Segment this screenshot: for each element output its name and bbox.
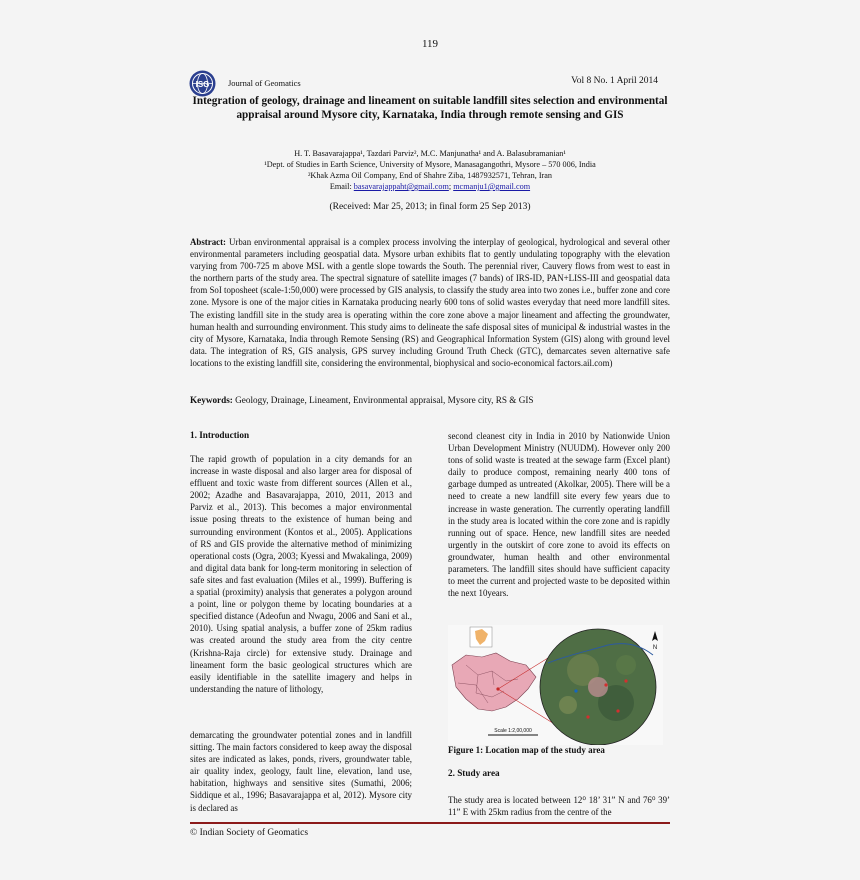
author-block <box>190 148 670 192</box>
keywords-label: Keywords: <box>190 395 236 405</box>
scale-label: Scale 1:2,00,000 <box>494 728 532 734</box>
keywords <box>190 395 670 405</box>
volume-info: Vol 8 No. 1 April 2014 <box>571 76 658 86</box>
abstract-label: Abstract: <box>190 237 229 247</box>
location-map-figure <box>448 625 663 745</box>
intro-column-2: second cleanest city in India in 2010 by Nationwide Union Urban Development Ministry (NUUDM). However only 200 tons of solid waste is treated at the sewage farm (Excel plant) daily to produce compost, remaining nearly 400 tons of garbage dumped as untreated (Akolkar, 2005). There will be a need to create a new landfill site every few years due to increase in waste generation. The currently operating landfill in the study area is located within the core zone and is rapidly running out of space. Hence, new landfill sites are needed urgently in the outskirt of core zone to avoid its effects on groundwater, human health and other environmental parameters. The landfill sites should have sufficient capacity to meet the current and projected waste to be deposited within the next 10years. <box>448 431 670 599</box>
email-link-2[interactable]: mcmanju1@gmail.com <box>453 182 531 191</box>
study-area-paragraph: The study area is located between 12⁰ 18’ 31” N and 76⁰ 39’ 11” E with 25km radius from the centre of the <box>448 795 670 818</box>
paper-title: Integration of geology, drainage and lineament on suitable landfill sites selection and environmental appraisal around Mysore city, Karnataka, India through remote sensing and GIS <box>192 95 668 121</box>
intro-paragraph-1: The rapid growth of population in a city demands for an increase in waste disposal and also larger area for disposal of effluent and toxic waste from different sources (Allen et al., 2002; Azadhe and Basavarajappa, 2010, 2011, 2013 and Parviz et al., 2013). This becomes a major environmental issue posing threats to the existence of human being and surrounding environment (Kontos et al., 2005). Applications of RS and GIS provide the alternative method of minimizing operational costs (Ogra, 2003; Kyessi and Mwakalinga, 2009) and digital data bank for long-term monitoring in selection of safe sites and fast evaluation (Miles et al., 1999). Buffering is a spatial (proximity) analysis that generates a polygon around a point, line or polygon theme by locating boundaries at a specified distance (Adeofun and Nwagu, 2006 and Sani et al., 2010). Using spatial analysis, a buffer zone of 25km radius was created around the study area from the city centre (Krishna-Raja circle) for extensive study. Drainage and lineament form the basic geological structures which are easily identifiable in the satellite imagery and helps in understanding the nature of lithology, <box>190 454 412 694</box>
intro-paragraph-2: demarcating the groundwater potential zones and in landfill sitting. The main factors considered to keep away the disposal sites are indicated as lakes, ponds, rivers, groundwater table, air quality index, geology, fault line, elevation, land use, habitation, highways and sensitive sites (Sumathi, 2006; Siddique et al., 1996; Basavarajappa et al, 2012). Mysore city is declared as <box>190 730 412 813</box>
abstract-text: Urban environmental appraisal is a complex process involving the interplay of geological, hydrological and several other environmental parameters including geospatial data. Mysore urban exhibits flat to gently undulating topography with the elevation varying from 700-725 m above MSL with a gentle slope towards the South. The perennial river, Cauvery flows from west to east in the northern parts of the study area. The spectral signature of satellite images (7 bands) of IRS-ID, PAN+LISS-III and geospatial data from SoI toposheet (scale-1:50,000) were processed by GIS analysis, to classify the study area into two zones i.e., buffer zone and core zone. Mysore is one of the major cities in Karnataka producing nearly 600 tons of solid wastes everyday that need more landfill sites. The existing landfill site in the study area is operating within the core zone above a major lineament and affecting the groundwater, human health and surrounding environment. This study aims to delineate the safe disposal sites of municipal & industrial wastes in the city of Mysore, Karnataka, India through Remote Sensing (RS) and Geographical Information System (GIS) along with ground level data. The integration of RS, GIS analysis, GPS survey including Ground Truth Check (GTC), demarcates seven alternative safe locations to the existing landfill site, considering the environmental, biophysical and socio-economical factors.ail.com) <box>190 237 670 368</box>
email-line <box>190 181 670 192</box>
abstract <box>190 236 670 369</box>
section-heading-introduction: 1. Introduction <box>190 430 250 440</box>
email-separator: ; <box>448 182 454 191</box>
received-dates: (Received: Mar 25, 2013; in final form 25 Sep 2013) <box>329 202 531 212</box>
affiliation-2: ²Khak Azma Oil Company, End of Shahre Ziba, 1487932571, Tehran, Iran <box>307 171 553 180</box>
email-link-1[interactable]: basavarajappaht@gmail.com <box>353 182 449 191</box>
affiliation-1: ¹Dept. of Studies in Earth Science, University of Mysore, Manasagangothri, Mysore – 570 006, India <box>264 160 596 169</box>
copyright-footer: © Indian Society of Geomatics <box>190 828 309 838</box>
society-logo <box>189 70 216 97</box>
email-label: Email: <box>329 182 354 191</box>
author-names: H. T. Basavarajappa¹, Tazdari Parviz², M.C. Manjunatha¹ and A. Balasubramanian¹ <box>294 149 566 158</box>
keywords-text: Geology, Drainage, Lineament, Environmental appraisal, Mysore city, RS & GIS <box>235 395 534 405</box>
page-number: 119 <box>421 38 439 50</box>
logo-text: ISG <box>195 80 210 89</box>
section-heading-study-area: 2. Study area <box>448 768 500 778</box>
journal-name: Journal of Geomatics <box>228 78 301 88</box>
north-label: N <box>652 645 658 651</box>
figure-1-caption: Figure 1: Location map of the study area <box>448 745 605 755</box>
footer-rule <box>190 822 670 824</box>
